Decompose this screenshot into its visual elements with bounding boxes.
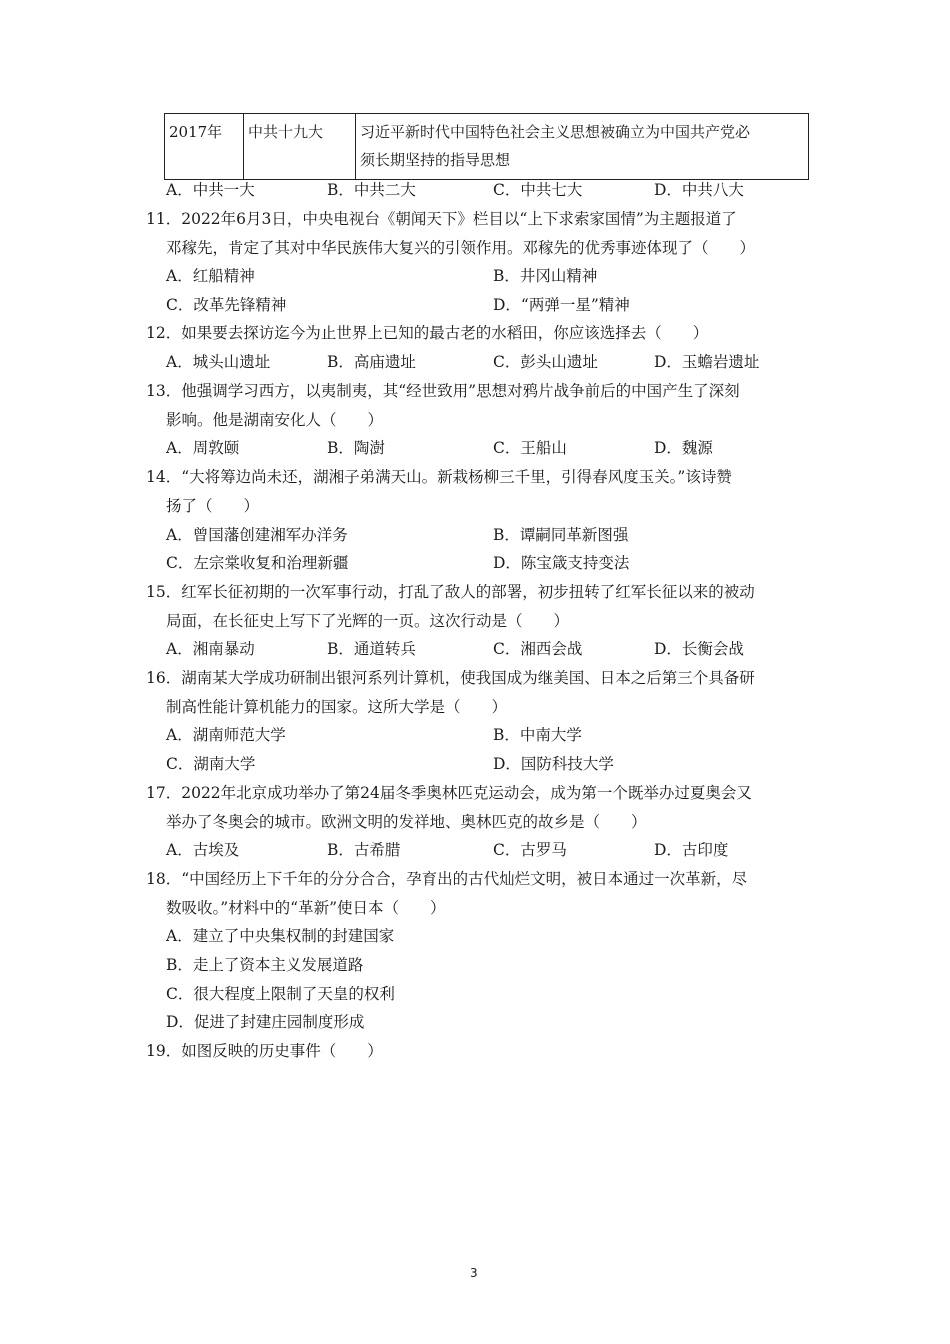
- q16-option-a[interactable]: A．湖南师范大学: [166, 726, 286, 744]
- q17-stem: 17．2022年北京成功举办了第24届冬季奥林匹克运动会，成为第一个既举办过夏奥会又 举办了冬奥会的城市。欧洲文明的发祥地、奥林匹克的故乡是（ ）: [146, 784, 752, 831]
- q13-option-a[interactable]: A．周敦颐: [166, 439, 240, 457]
- q15-option-c[interactable]: C．湘西会战: [493, 640, 583, 658]
- q12-option-c[interactable]: C．彭头山遗址: [493, 353, 598, 371]
- q18-option-a[interactable]: A．建立了中央集权制的封建国家: [166, 927, 395, 945]
- q17-option-a[interactable]: A．古埃及: [166, 841, 240, 859]
- q18-option-d[interactable]: D．促进了封建庄园制度形成: [166, 1013, 365, 1031]
- q11-stem: 11．2022年6月3日，中央电视台《朝闻天下》栏目以“上下求索家国情”为主题报道了 邓稼先，肯定了其对中华民族伟大复兴的引领作用。邓稼先的优秀事迹体现了（ ）: [146, 210, 756, 257]
- q15-option-d[interactable]: D．长衡会战: [654, 640, 744, 658]
- q14-options-row1: [166, 521, 806, 549]
- q13-stem: 13．他强调学习西方，以夷制夷，其“经世致用”思想对鸦片战争前后的中国产生了深刻 影响。他是湖南安化人（ ）: [146, 382, 740, 429]
- q17-option-d[interactable]: D．古印度: [654, 841, 729, 859]
- table-row: [165, 114, 809, 180]
- q18-stem: 18．“中国经历上下千年的分分合合，孕育出的古代灿烂文明，被日本通过一次革新，尽 数吸收。”材料中的“革新”使日本（ ）: [146, 870, 748, 917]
- q14-option-d[interactable]: D．陈宝箴支持变法: [493, 554, 630, 572]
- q10-option-c[interactable]: C．中共七大: [493, 181, 583, 199]
- q10-option-a[interactable]: A．中共一大: [166, 181, 255, 199]
- q14-stem: 14．“大将筹边尚未还，湖湘子弟满天山。新栽杨柳三千里，引得春风度玉关。”该诗赞 扬了（ ）: [146, 468, 732, 515]
- q11-option-b[interactable]: B．井冈山精神: [493, 267, 598, 285]
- q11-options-row2: [166, 291, 806, 319]
- q15-option-a[interactable]: A．湘南暴动: [166, 640, 255, 658]
- q11-options-row1: [166, 262, 806, 290]
- page-number: 3: [470, 1266, 478, 1280]
- q14-option-a[interactable]: A．曾国藩创建湘军办洋务: [166, 526, 348, 544]
- q16-stem: 16．湖南某大学成功研制出银河系列计算机，使我国成为继美国、日本之后第三个具备研 制高性能计算机能力的国家。这所大学是（ ）: [146, 669, 755, 716]
- q16-options-row1: [166, 721, 806, 749]
- q13-option-d[interactable]: D．魏源: [654, 439, 713, 457]
- q18-option-c[interactable]: C．很大程度上限制了天皇的权利: [166, 985, 395, 1003]
- q10-option-d[interactable]: D．中共八大: [654, 181, 744, 199]
- table-cell-event: 习近平新时代中国特色社会主义思想被确立为中国共产党必 须长期坚持的指导思想: [356, 114, 809, 180]
- event-table: [164, 113, 809, 180]
- q15-option-b[interactable]: B．通道转兵: [327, 640, 416, 658]
- q13-options: [166, 434, 806, 462]
- q15-options: [166, 635, 806, 663]
- q11-option-d[interactable]: D．“两弹一星”精神: [493, 296, 630, 314]
- q12-option-a[interactable]: A．城头山遗址: [166, 353, 271, 371]
- q12-stem: 12．如果要去探访迄今为止世界上已知的最古老的水稻田，你应该选择去（ ）: [146, 324, 709, 342]
- q12-option-b[interactable]: B．高庙遗址: [327, 353, 416, 371]
- q19-stem: 19．如图反映的历史事件（ ）: [146, 1042, 383, 1060]
- q18-option-b[interactable]: B．走上了资本主义发展道路: [166, 956, 364, 974]
- q15-stem: 15．红军长征初期的一次军事行动，打乱了敌人的部署，初步扭转了红军长征以来的被动 局面，在长征史上写下了光辉的一页。这次行动是（ ）: [146, 583, 755, 630]
- q16-options-row2: [166, 750, 806, 778]
- q17-option-b[interactable]: B．古希腊: [327, 841, 401, 859]
- q14-options-row2: [166, 549, 806, 577]
- q17-options: [166, 836, 806, 864]
- q16-option-b[interactable]: B．中南大学: [493, 726, 582, 744]
- table-cell-year: 2017年: [165, 114, 244, 180]
- q10-options: [166, 176, 806, 204]
- q13-option-c[interactable]: C．王船山: [493, 439, 567, 457]
- q10-option-b[interactable]: B．中共二大: [327, 181, 416, 199]
- q14-option-c[interactable]: C．左宗棠收复和治理新疆: [166, 554, 349, 572]
- q12-options: [166, 348, 806, 376]
- q14-option-b[interactable]: B．谭嗣同革新图强: [493, 526, 629, 544]
- q16-option-c[interactable]: C．湖南大学: [166, 755, 256, 773]
- q16-option-d[interactable]: D．国防科技大学: [493, 755, 614, 773]
- q11-option-a[interactable]: A．红船精神: [166, 267, 255, 285]
- q12-option-d[interactable]: D．玉蟾岩遗址: [654, 353, 760, 371]
- q11-option-c[interactable]: C．改革先锋精神: [166, 296, 287, 314]
- q13-option-b[interactable]: B．陶澍: [327, 439, 385, 457]
- table-cell-meeting: 中共十九大: [244, 114, 356, 180]
- q17-option-c[interactable]: C．古罗马: [493, 841, 567, 859]
